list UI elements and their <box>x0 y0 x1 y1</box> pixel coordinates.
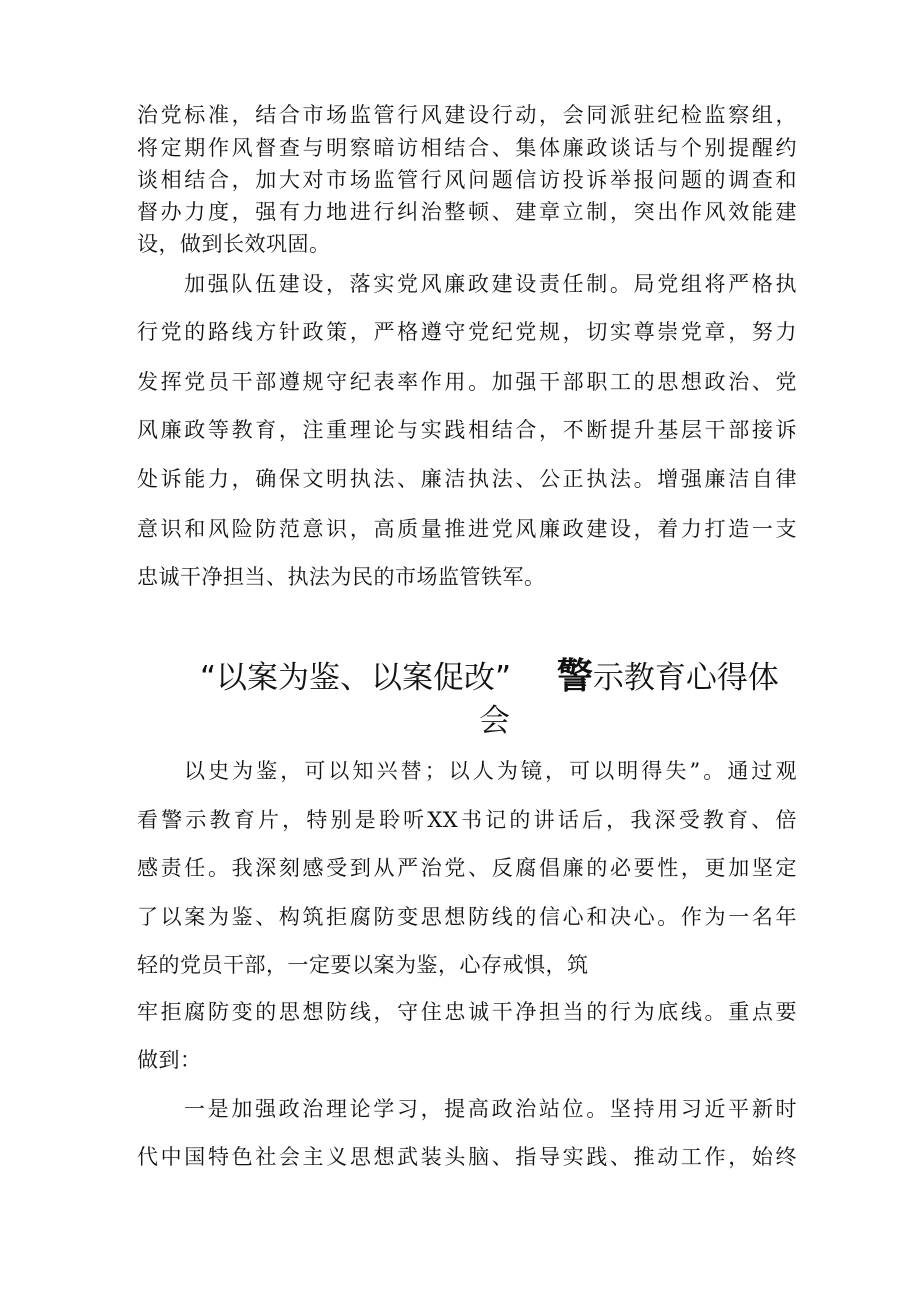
text-line: 代中国特色社会主义思想武装头脑、指导实践、推动工作，始终 <box>137 1145 797 1169</box>
text-line: 治党标准，结合市场监管行风建设行动，会同派驻纪检监察组， <box>137 103 797 127</box>
heading-large-char: 警 <box>556 656 593 697</box>
text-line: 督办力度，强有力地进行纠治整顿、建章立制，突出作风效能建 <box>137 200 797 224</box>
text-line: 设，做到长效巩固。 <box>137 232 331 256</box>
text-line: 感责任。我深刻感受到从严治党、反腐倡廉的必要性，更加坚定 <box>137 856 797 880</box>
text-line: 加强队伍建设，落实党风廉政建设责任制。局党组将严格执 <box>184 272 797 296</box>
section-heading-wrap: 会 <box>479 703 510 739</box>
heading-rest: 示教育心得体 <box>592 660 779 696</box>
text-line: 将定期作风督查与明察暗访相结合、集体廉政谈话与个别提醒约 <box>137 136 797 160</box>
text-line: 以史为鉴，可以知兴替；以人为镜，可以明得失”。通过观 <box>184 759 797 783</box>
section-heading <box>200 648 779 699</box>
text-line: 谈相结合，加大对市场监管行风问题信访投诉举报问题的调查和 <box>137 168 797 192</box>
text-line: 发挥党员干部遵规守纪表率作用。加强干部职工的思想政治、党 <box>137 370 797 394</box>
heading-quote: “以案为鉴、以案促改” <box>200 660 512 696</box>
text-line: 做到： <box>137 1048 202 1072</box>
text-line: 牢拒腐防变的思想防线，守住忠诚干净担当的行为底线。重点要 <box>137 1000 797 1024</box>
text-line: 看警示教育片，特别是聆听XX书记的讲话后，我深受教育、倍 <box>137 808 797 832</box>
text-line: 意识和风险防范意识，高质量推进党风廉政建设，着力打造一支 <box>137 517 797 541</box>
text-line: 风廉政等教育，注重理论与实践相结合，不断提升基层干部接诉 <box>137 418 797 442</box>
text-line: 忠诚干净担当、执法为民的市场监管铁军。 <box>137 565 546 589</box>
text-line: 处诉能力，确保文明执法、廉洁执法、公正执法。增强廉洁自律 <box>137 467 797 491</box>
text-line: 行党的路线方针政策，严格遵守党纪党规，切实尊崇党章，努力 <box>137 320 797 344</box>
text-line: 了以案为鉴、构筑拒腐防变思想防线的信心和决心。作为一名年 <box>137 905 797 929</box>
text-line: 一是加强政治理论学习，提高政治站位。坚持用习近平新时 <box>184 1097 797 1121</box>
text-line: 轻的党员干部，一定要以案为鉴，心存戒惧，筑 <box>137 953 589 977</box>
